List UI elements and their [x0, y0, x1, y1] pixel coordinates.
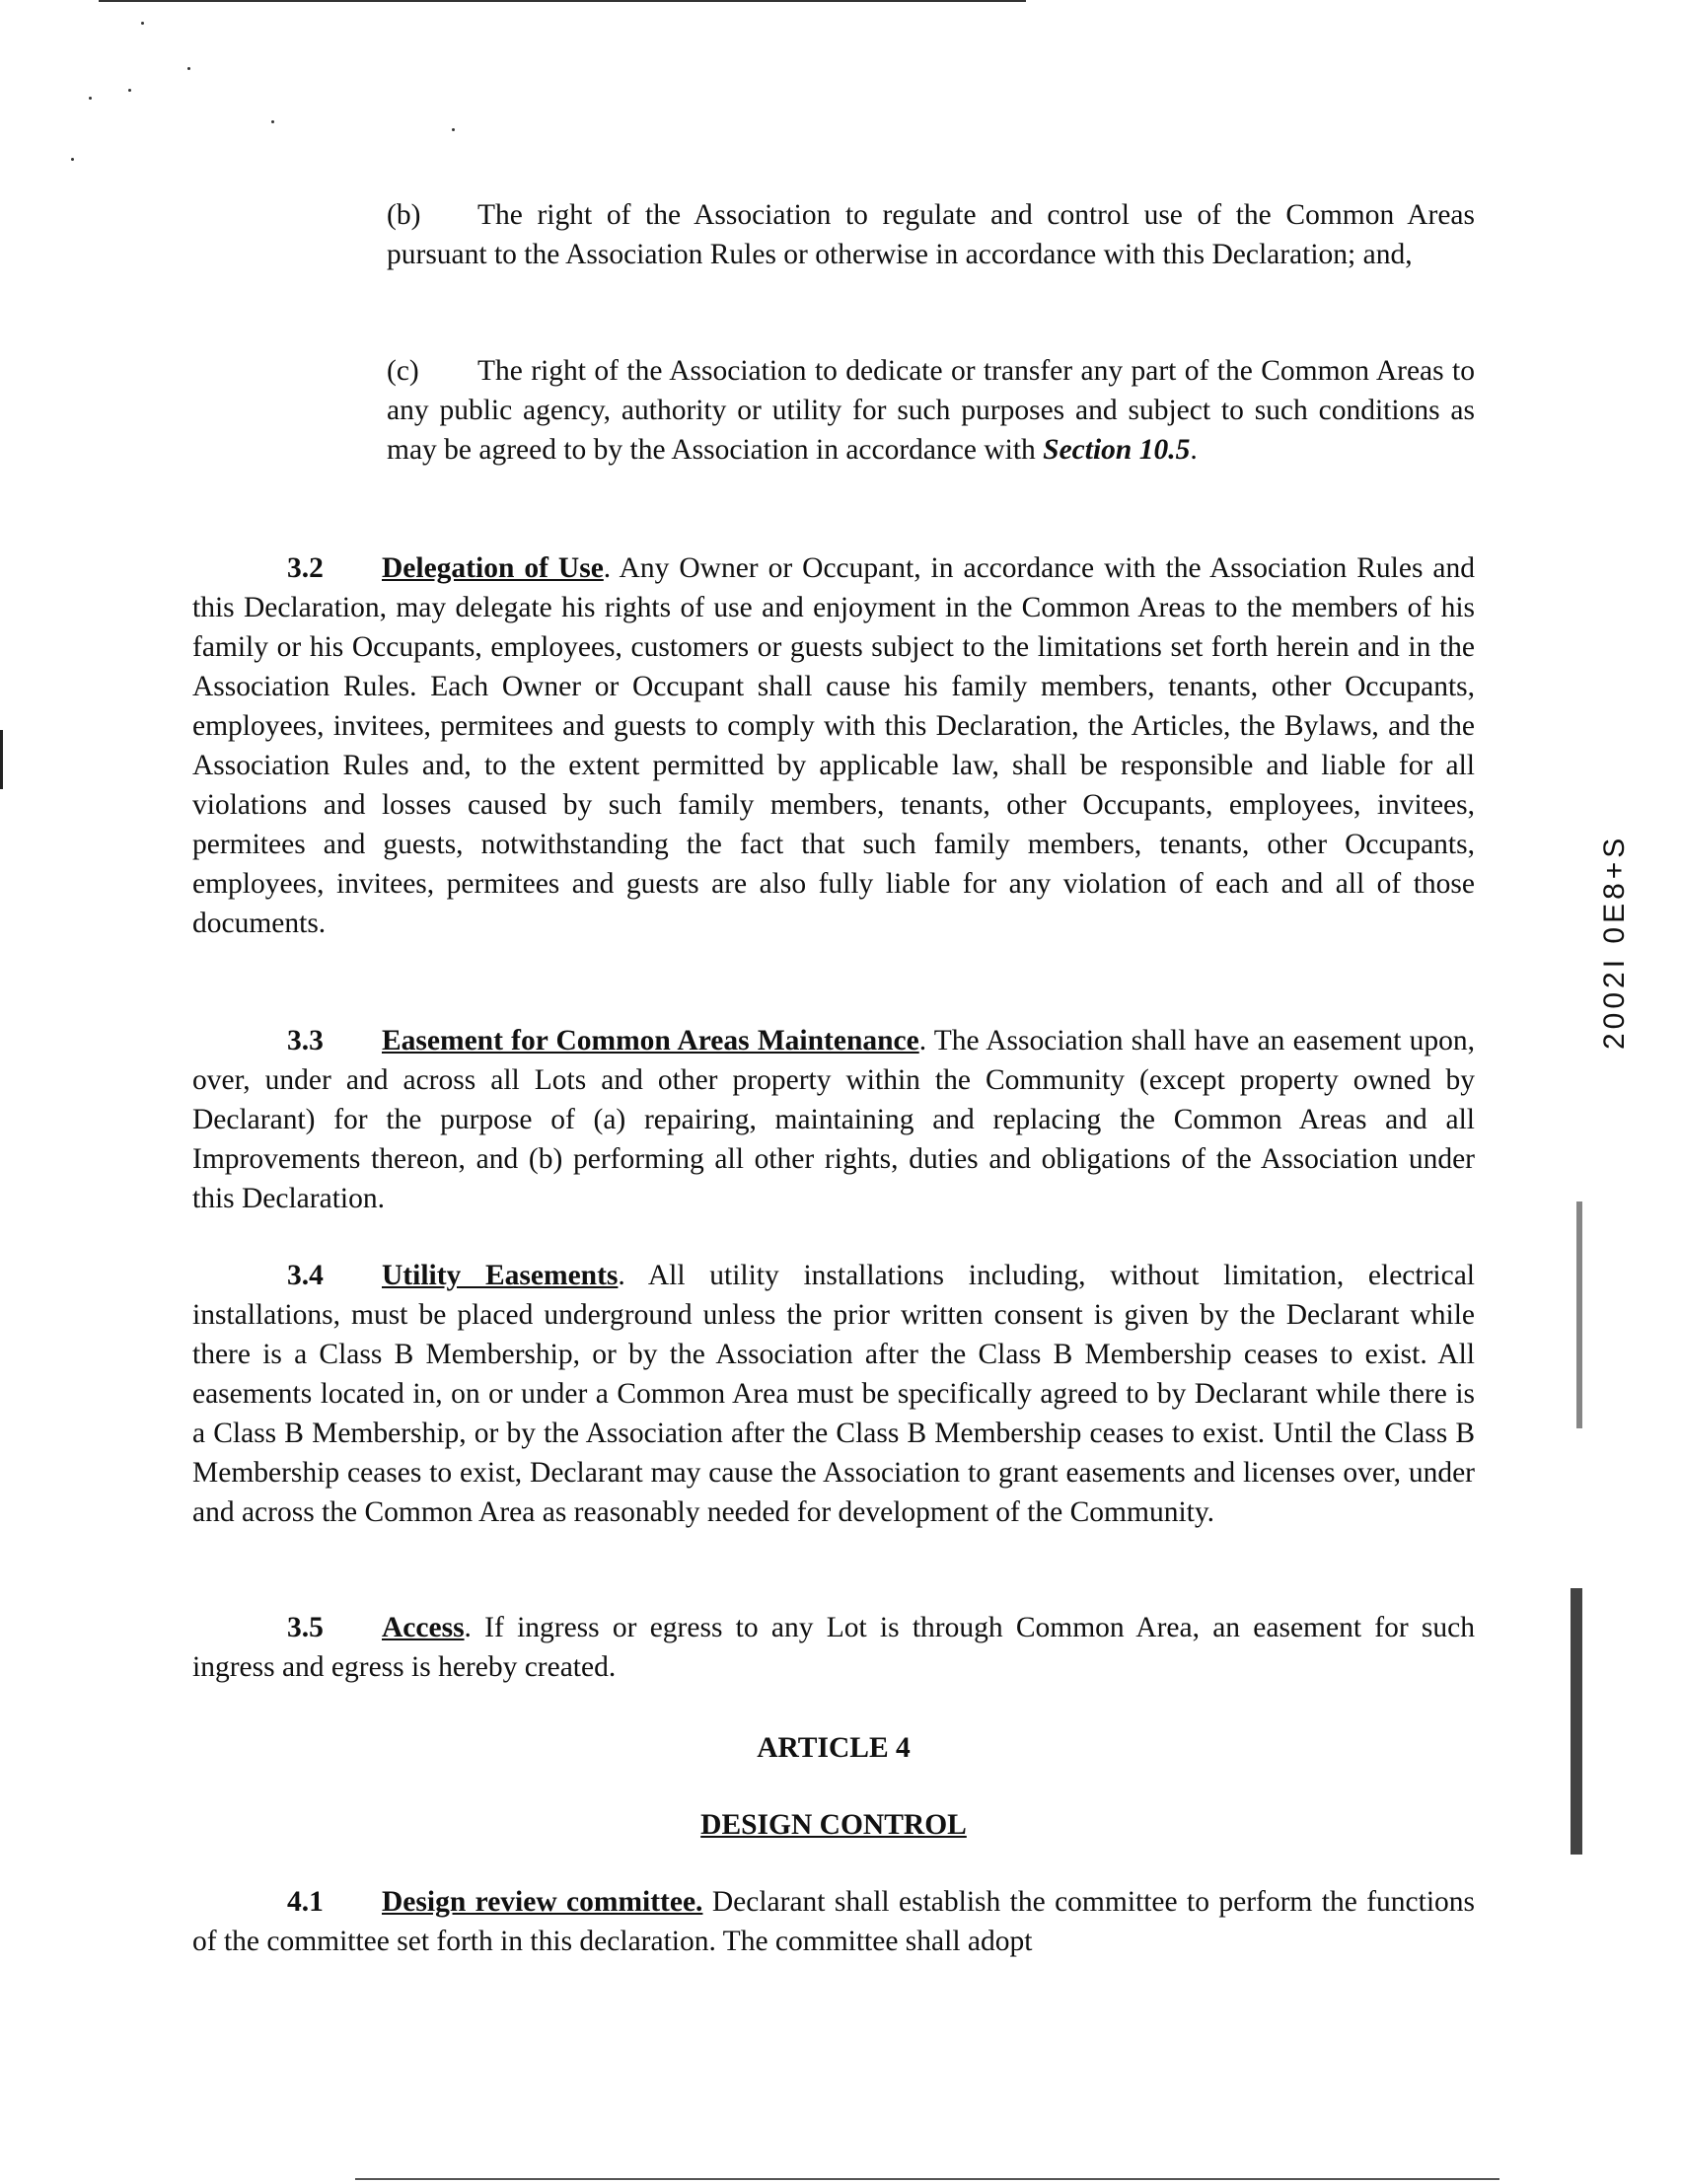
bottom-scan-edge — [355, 2178, 1499, 2180]
left-scan-mark — [0, 730, 3, 789]
section-body: The Association shall have an easement upon, over, under and across all Lots and other property within the Community (except property owned by Declarant) for the purpose of (a) repairing, maintaining and replacing the Common Areas and all Improvements thereon, and (b) performing all other rights, duties and obligations of the Association under this Declaration. — [192, 1025, 1475, 1214]
subsection-b-label: (b) — [387, 199, 421, 231]
section-body: Declarant shall establish the committee to perform the functions of the committee set forth in this declaration. The committee shall adopt — [192, 1886, 1476, 1957]
subsection-c-text: The right of the Association to dedicate or transfer any part of the Common Areas to any public agency, authority or utility for such purposes and subject to such conditions as may be agreed to by the Association in accordance with — [387, 355, 1475, 466]
article-subtitle: DESIGN CONTROL — [700, 1809, 967, 1841]
scan-speck — [71, 158, 74, 161]
scan-speck — [187, 67, 190, 70]
subsection-b-text: The right of the Association to regulate and control use of the Common Areas pursuant to the Association Rules or otherwise in accordance with this Declaration; and, — [387, 199, 1475, 270]
section-body: If ingress or egress to any Lot is through Common Area, an easement for such ingress and egress is hereby created. — [192, 1612, 1475, 1683]
scan-speck — [128, 89, 131, 92]
section-number: 3.5 — [287, 1612, 324, 1643]
subsection-c-label: (c) — [387, 355, 419, 387]
section-heading: Access — [382, 1612, 465, 1643]
article-title: ARTICLE 4 — [757, 1732, 911, 1764]
section-number: 3.2 — [287, 552, 324, 584]
section-heading: Utility Easements — [382, 1260, 619, 1291]
side-scan-mark — [1571, 1588, 1582, 1855]
section-3-2: 3.2 Delegation of Use. Any Owner or Occupant, in accordance with the Association Rules and this Declaration, may delegate his rights of use and enjoyment in the Common Areas to the members of his family or his Occupants, employees, customers or guests subject to the limitations set forth herein and in the Association Rules. Each Owner or Occupant shall cause his family members, tenants, other Occupants, employees, invitees, permitees and guests to comply with this Declaration, the Articles, the Bylaws, and the Association Rules and, to the extent permitted by applicable law, shall be responsible and liable for all violations and losses caused by such family members, tenants, other Occupants, employees, invitees, permitees and guests, notwithstanding the fact that such family members, tenants, other Occupants, employees, invitees, permitees and guests are also fully liable for any violation of each and all of those documents. — [192, 548, 1475, 943]
section-heading: Easement for Common Areas Maintenance — [382, 1025, 919, 1056]
section-body: Any Owner or Occupant, in accordance with the Association Rules and this Declaration, may delegate his rights of use and enjoyment in the Common Areas to the members of his family or his Occupants, employees, customers or guests subject to the limitations set forth herein and in the Association Rules. Each Owner or Occupant shall cause his family members, tenants, other Occupants, employees, invitees, permitees and guests to comply with this Declaration, the Articles, the Bylaws, and the Association Rules and, to the extent permitted by applicable law, shall be responsible and liable for all violations and losses caused by such family members, tenants, other Occupants, employees, invitees, permitees and guests, notwithstanding the fact that such family members, tenants, other Occupants, employees, invitees, permitees and guests are also fully liable for any violation of each and all of those documents. — [192, 552, 1476, 939]
subsection-c — [387, 351, 1475, 470]
scan-speck — [141, 22, 144, 25]
subsection-c-end: . — [1190, 434, 1198, 466]
scan-speck — [271, 120, 274, 123]
section-number: 3.3 — [287, 1025, 324, 1056]
section-4-1 — [192, 1882, 1475, 1961]
section-body: All utility installations including, without limitation, electrical installations, must be placed underground unless the prior written consent is given by the Declarant while there is a Class B Membership, or by the Association after the Class B Membership ceases to exist. All easements located in, on or under a Common Area must be specifically agreed to by Declarant while there is a Class B Membership, or by the Association after the Class B Membership ceases to exist. Until the Class B Membership ceases to exist, Declarant may cause the Association to grant easements and licenses over, under and across the Common Area as reasonably needed for development of the Community. — [192, 1260, 1476, 1528]
section-number: 3.4 — [287, 1260, 324, 1291]
section-3-4: 3.4 Utility Easements. All utility installations including, without limitation, electrical installations, must be placed underground unless the prior written consent is given by the Declarant while there is a Class B Membership, or by the Association after the Class B Membership ceases to exist. All easements located in, on or under a Common Area must be specifically agreed to by Declarant while there is a Class B Membership, or by the Association after the Class B Membership ceases to exist. Until the Class B Membership ceases to exist, Declarant may cause the Association to grant easements and licenses over, under and across the Common Area as reasonably needed for development of the Community. — [192, 1256, 1475, 1532]
scan-speck — [89, 97, 92, 100]
side-scan-mark — [1576, 1201, 1582, 1428]
subsection-b — [387, 195, 1475, 274]
scan-speck — [452, 128, 455, 131]
top-scan-edge — [99, 0, 1026, 2]
side-recording-stamp: 2002I 0E8+S — [1598, 834, 1631, 1051]
section-reference: Section 10.5 — [1043, 434, 1191, 466]
section-number: 4.1 — [287, 1886, 324, 1918]
section-heading: Delegation of Use — [382, 552, 604, 584]
section-heading: Design review committee. — [382, 1886, 703, 1918]
section-3-5: 3.5 Access. If ingress or egress to any Lot is through Common Area, an easement for such ingress and egress is hereby created. — [192, 1608, 1475, 1687]
section-3-3: 3.3 Easement for Common Areas Maintenance. The Association shall have an easement upon, over, under and across all Lots and other property within the Community (except property owned by Declarant) for the purpose of (a) repairing, maintaining and replacing the Common Areas and all Improvements thereon, and (b) performing all other rights, duties and obligations of the Association under this Declaration. — [192, 1021, 1475, 1218]
